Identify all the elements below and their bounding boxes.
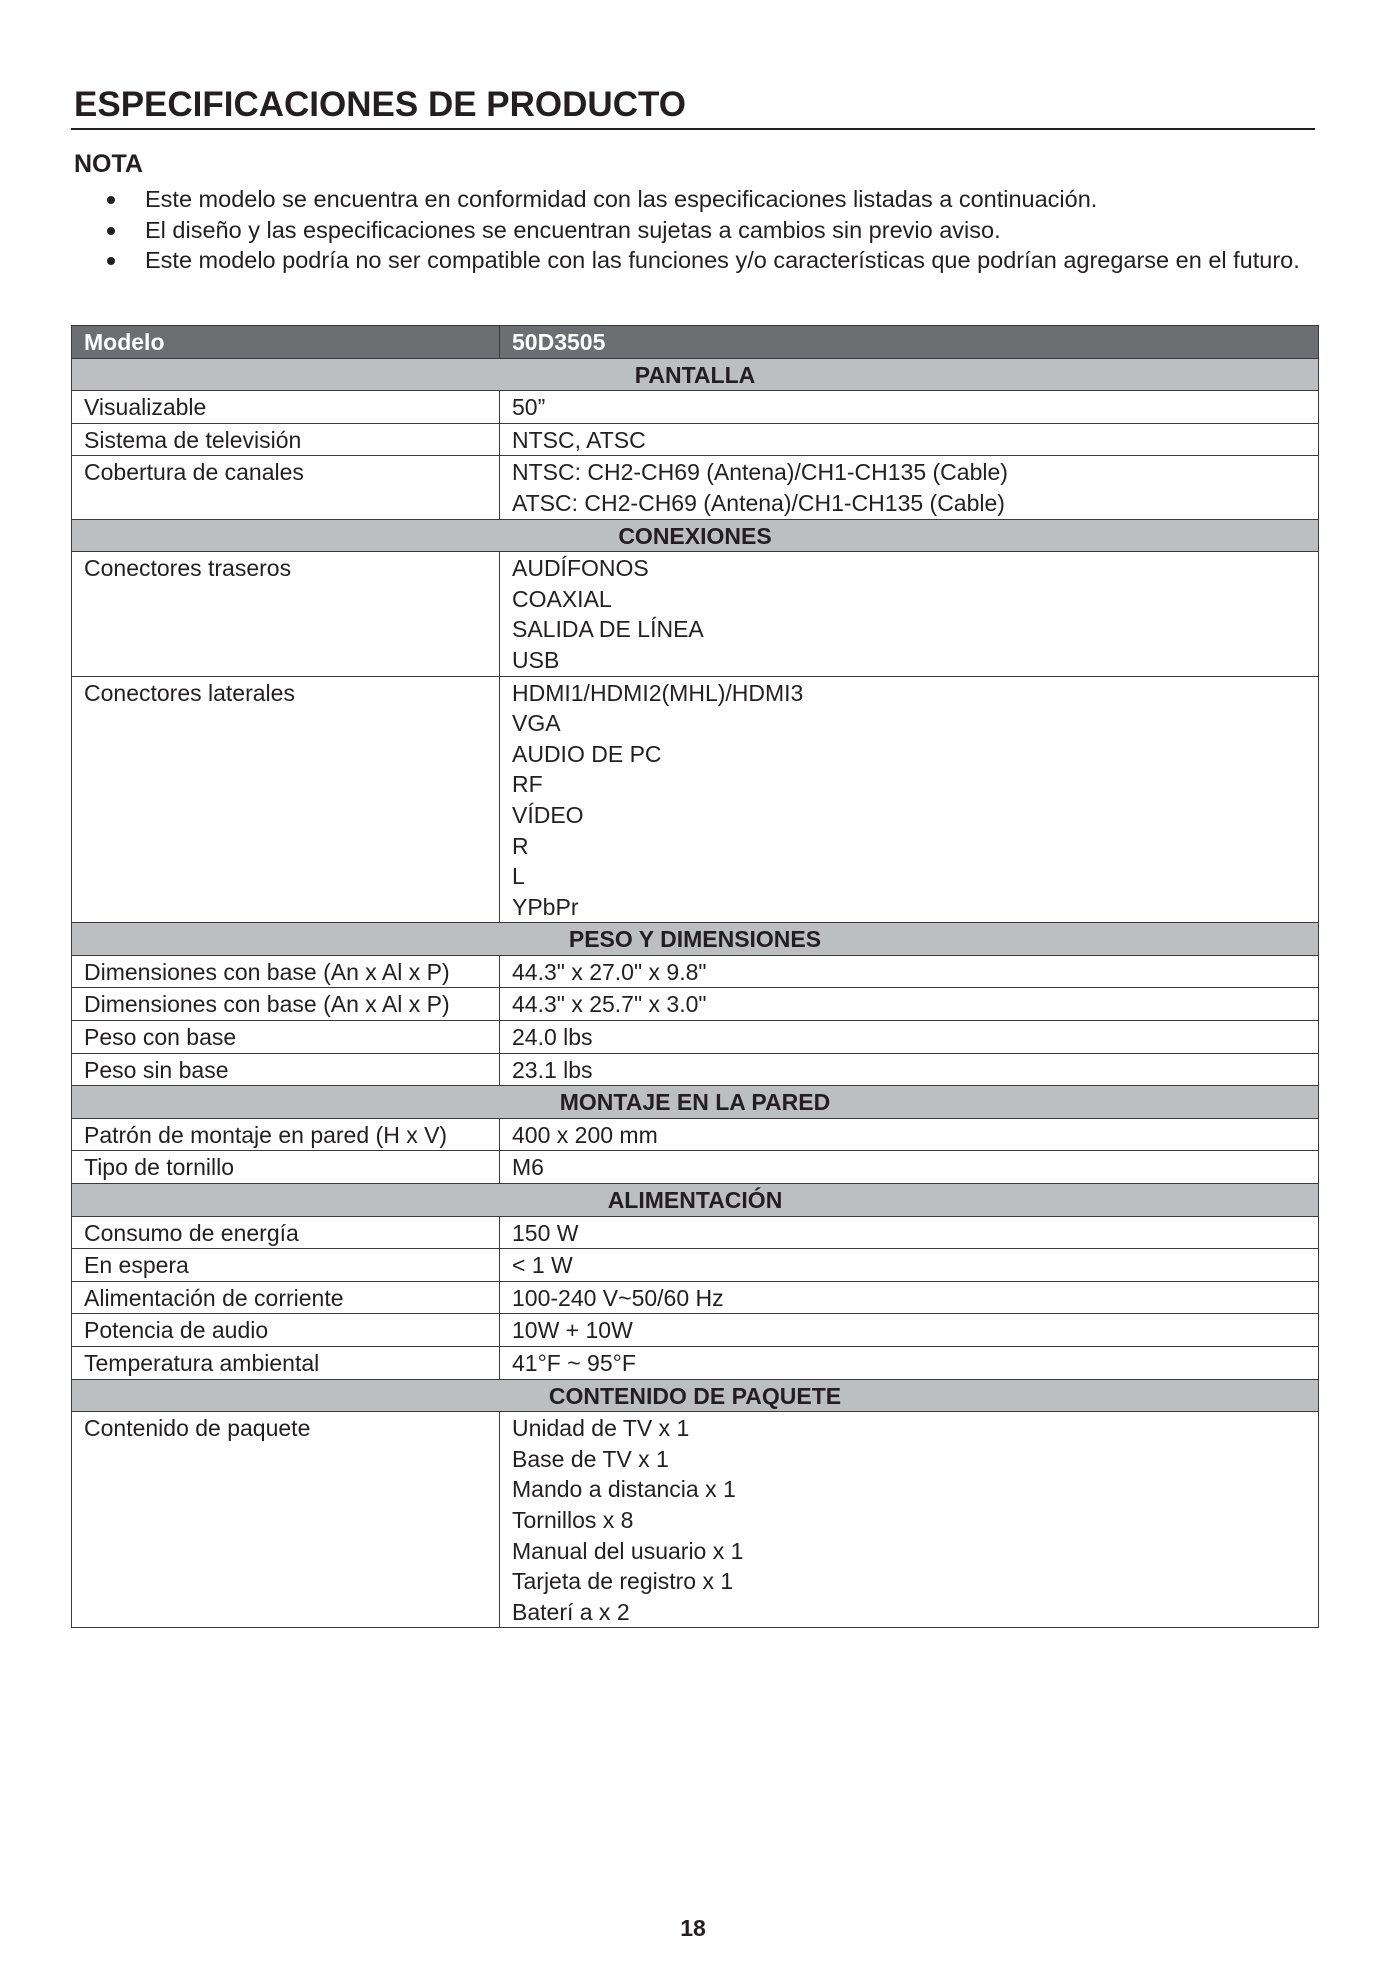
- spec-label: Cobertura de canales: [72, 456, 500, 519]
- section-header-row: [72, 923, 1319, 956]
- note-heading: NOTA: [74, 150, 143, 178]
- spec-value-line: Baterí a x 2: [512, 1598, 630, 1625]
- section-title: PANTALLA: [72, 358, 1319, 391]
- section-title: CONTENIDO DE PAQUETE: [72, 1379, 1319, 1412]
- spec-value-line: 150 W: [512, 1219, 579, 1246]
- section-header-row: [72, 358, 1319, 391]
- spec-value: [500, 456, 1319, 519]
- bullet-icon: [107, 227, 115, 235]
- bullet-icon: [107, 257, 115, 265]
- spec-row: [72, 1412, 1319, 1628]
- spec-value-line: 44.3" x 25.7" x 3.0": [512, 991, 707, 1018]
- section-title: MONTAJE EN LA PARED: [72, 1086, 1319, 1119]
- model-value: 50D3505: [500, 326, 1319, 359]
- spec-label: Visualizable: [72, 391, 500, 424]
- spec-row: [72, 1118, 1319, 1151]
- spec-value: [500, 1021, 1319, 1054]
- spec-value-line: L: [512, 863, 525, 890]
- spec-row: [72, 1347, 1319, 1380]
- spec-value-line: Tornillos x 8: [512, 1506, 634, 1533]
- spec-value-line: VÍDEO: [512, 801, 584, 828]
- spec-value-line: Mando a distancia x 1: [512, 1476, 736, 1503]
- spec-value-line: 24.0 lbs: [512, 1024, 593, 1051]
- spec-value-line: NTSC, ATSC: [512, 426, 646, 453]
- spec-value-line: HDMI1/HDMI2(MHL)/HDMI3: [512, 679, 804, 706]
- spec-label: Peso sin base: [72, 1053, 500, 1086]
- spec-row: [72, 1021, 1319, 1054]
- note-item-text: El diseño y las especificaciones se encuentran sujetas a cambios sin previo aviso.: [145, 216, 1001, 243]
- spec-row: [72, 676, 1319, 923]
- spec-label: Potencia de audio: [72, 1314, 500, 1347]
- spec-value-line: 50”: [512, 394, 546, 421]
- spec-value-line: SALIDA DE LÍNEA: [512, 616, 704, 643]
- spec-label: Sistema de televisión: [72, 423, 500, 456]
- spec-value: [500, 988, 1319, 1021]
- spec-row: [72, 1314, 1319, 1347]
- spec-label: Dimensiones con base (An x Al x P): [72, 955, 500, 988]
- spec-value: [500, 1118, 1319, 1151]
- note-item: [74, 184, 1314, 215]
- spec-value-line: 23.1 lbs: [512, 1056, 593, 1083]
- spec-value-line: RF: [512, 771, 543, 798]
- spec-row: [72, 1151, 1319, 1184]
- spec-row: [72, 955, 1319, 988]
- spec-row: [72, 391, 1319, 424]
- spec-label: Patrón de montaje en pared (H x V): [72, 1118, 500, 1151]
- section-header-row: [72, 519, 1319, 552]
- spec-value: [500, 1151, 1319, 1184]
- spec-value-line: Manual del usuario x 1: [512, 1537, 744, 1564]
- note-item-text: Este modelo se encuentra en conformidad con las especificaciones listadas a continuación.: [145, 186, 1098, 212]
- spec-value-line: NTSC: CH2-CH69 (Antena)/CH1-CH135 (Cable): [512, 459, 1008, 486]
- model-label: Modelo: [72, 326, 500, 359]
- spec-label: Temperatura ambiental: [72, 1347, 500, 1380]
- spec-label: Peso con base: [72, 1021, 500, 1054]
- spec-label: Tipo de tornillo: [72, 1151, 500, 1184]
- note-item-text: Este modelo podría no ser compatible con las funciones y/o características que podrían agregarse en el futuro.: [145, 247, 1300, 274]
- spec-value-line: Tarjeta de registro x 1: [512, 1568, 734, 1595]
- spec-value: [500, 676, 1319, 923]
- section-header-row: [72, 1184, 1319, 1217]
- spec-label: Dimensiones con base (An x Al x P): [72, 988, 500, 1021]
- spec-value: [500, 1412, 1319, 1628]
- spec-value-line: Base de TV x 1: [512, 1445, 669, 1472]
- spec-row: [72, 1281, 1319, 1314]
- section-title: ALIMENTACIÓN: [72, 1184, 1319, 1217]
- spec-row: [72, 1249, 1319, 1282]
- page-title: ESPECIFICACIONES DE PRODUCTO: [74, 85, 686, 124]
- spec-value: [500, 1281, 1319, 1314]
- bullet-icon: [107, 196, 115, 204]
- section-header-row: [72, 1086, 1319, 1119]
- spec-value: [500, 1314, 1319, 1347]
- spec-value-line: R: [512, 832, 529, 859]
- spec-value: [500, 1347, 1319, 1380]
- spec-label: Conectores laterales: [72, 676, 500, 923]
- model-row: [72, 326, 1319, 359]
- spec-value: [500, 1053, 1319, 1086]
- spec-value: [500, 423, 1319, 456]
- note-item: [74, 245, 1314, 276]
- note-list: [74, 184, 1314, 276]
- spec-value-line: 100-240 V~50/60 Hz: [512, 1284, 724, 1311]
- spec-label: En espera: [72, 1249, 500, 1282]
- spec-label: Alimentación de corriente: [72, 1281, 500, 1314]
- spec-value-line: < 1 W: [512, 1252, 573, 1279]
- spec-label: Contenido de paquete: [72, 1412, 500, 1628]
- spec-row: [72, 1053, 1319, 1086]
- page-number: 18: [680, 1915, 706, 1941]
- spec-value-line: M6: [512, 1154, 544, 1181]
- spec-value-line: Unidad de TV x 1: [512, 1415, 690, 1442]
- spec-value-line: AUDÍFONOS: [512, 555, 649, 582]
- spec-value-line: COAXIAL: [512, 585, 612, 612]
- spec-label: Conectores traseros: [72, 552, 500, 676]
- spec-value-line: VGA: [512, 710, 561, 737]
- spec-value-line: 400 x 200 mm: [512, 1121, 658, 1148]
- section-title: PESO Y DIMENSIONES: [72, 923, 1319, 956]
- spec-value: [500, 1249, 1319, 1282]
- spec-table: [71, 325, 1319, 1628]
- spec-value: [500, 955, 1319, 988]
- note-item: [74, 215, 1314, 246]
- spec-value-line: USB: [512, 646, 560, 673]
- spec-value-line: 44.3" x 27.0" x 9.8": [512, 958, 707, 985]
- spec-value-line: YPbPr: [512, 893, 579, 920]
- title-divider: [71, 128, 1315, 130]
- spec-value-line: AUDIO DE PC: [512, 740, 662, 767]
- spec-row: [72, 423, 1319, 456]
- spec-row: [72, 988, 1319, 1021]
- section-header-row: [72, 1379, 1319, 1412]
- spec-value-line: ATSC: CH2-CH69 (Antena)/CH1-CH135 (Cable): [512, 489, 1005, 516]
- section-title: CONEXIONES: [72, 519, 1319, 552]
- spec-value: [500, 391, 1319, 424]
- spec-row: [72, 552, 1319, 676]
- spec-value-line: 10W + 10W: [512, 1317, 633, 1344]
- spec-value: [500, 1216, 1319, 1249]
- spec-value-line: 41°F ~ 95°F: [512, 1350, 636, 1376]
- spec-row: [72, 1216, 1319, 1249]
- spec-row: [72, 456, 1319, 519]
- spec-value: [500, 552, 1319, 676]
- spec-label: Consumo de energía: [72, 1216, 500, 1249]
